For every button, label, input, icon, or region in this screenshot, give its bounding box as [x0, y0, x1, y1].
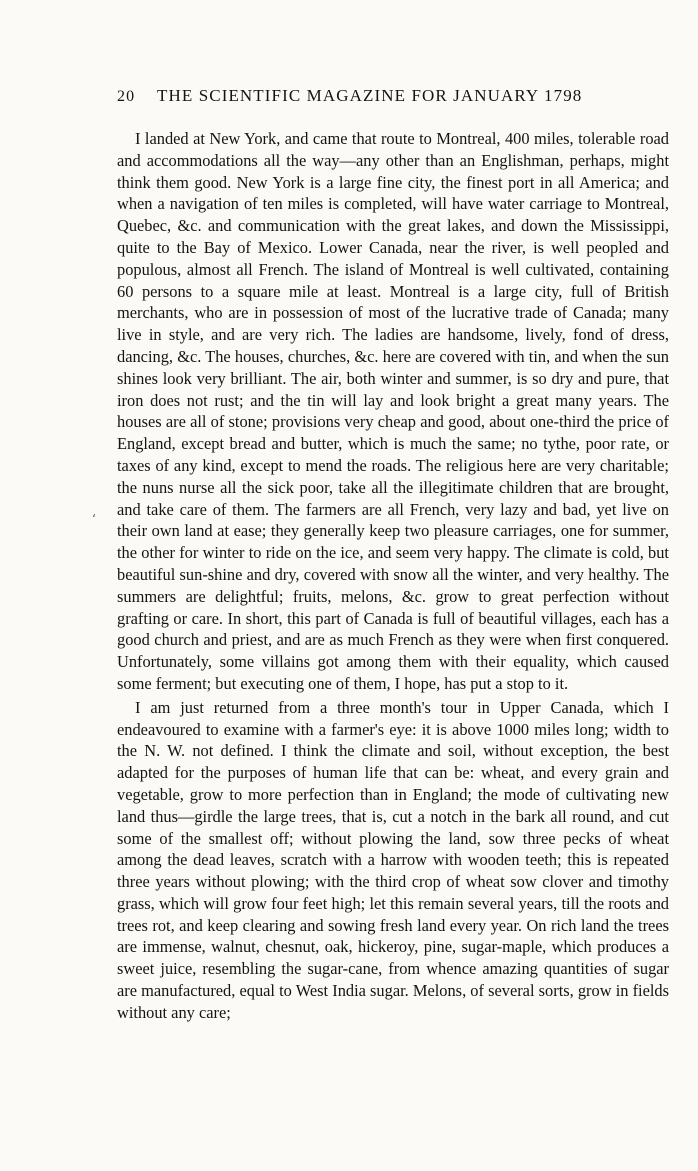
- paragraph-montreal: I landed at New York, and came that route to Montreal, 400 miles, tolerable road and accommodations all the way—any other than an Englishman, perhaps, might think them good. New York is a large fine city, the finest port in all America; and when a navigation of ten miles is completed, will have water carriage to Montreal, Quebec, &c. and communication with the great lakes, and down the Mississippi, quite to the Bay of Mexico. Lower Canada, near the river, is well peopled and populous, almost all French. The island of Montreal is well cultivated, containing 60 persons to a square mile at least. Montreal is a large city, full of British merchants, who are in possession of most of the lucrative trade of Canada; many live in style, and are very rich. The ladies are handsome, lively, fond of dress, dancing, &c. The houses, churches, &c. here are covered with tin, and when the sun shines look very brilliant. The air, both winter and summer, is so dry and pure, that iron does not rust; and the tin will lay and look bright a great many years. The houses are all of stone; provisions very cheap and good, about one-third the price of England, except bread and butter, which is much the same; no tythe, poor rate, or taxes of any kind, except to mend the roads. The religious here are very charitable; the nuns nurse all the sick poor, take all the illegitimate children that are brought, and take care of them. The farmers are all French, very lazy and bad, yet live on their own land at ease; they generally keep two pleasure carriages, one for summer, the other for winter to ride on the ice, and seem very happy. The climate is cold, but beautiful sun-shine and dry, covered with snow all the winter, and very healthy. The summers are delightful; fruits, melons, &c. grow to great perfection without grafting or care. In short, this part of Canada is full of beautiful villages, each has a good church and priest, and are as much French as they were when first conquered. Unfortunately, some villains got among them with their equality, which caused some ferment; but executing one of them, I hope, has put a stop to it.: [117, 129, 669, 693]
- margin-mark: ‘: [92, 512, 96, 526]
- running-head: [117, 86, 677, 112]
- paragraph-upper-canada: I am just returned from a three month's tour in Upper Canada, which I endeavoured to examine with a farmer's eye: it is above 1000 miles long; width to the N. W. not defined. I think the climate and soil, without exception, the best adapted for the purposes of human life that can be: wheat, and every grain and vegetable, grow to more perfection than in England; the mode of cultivating new land thus—girdle the large trees, that is, cut a notch in the bark all round, and cut some of the smallest off; without plowing the land, sow three pecks of wheat among the dead leaves, scratch with a harrow with wooden teeth; this is repeated three years without plowing; with the third crop of wheat sow clover and timothy grass, which will grow four feet high; let this remain several years, till the roots and trees rot, and keep clearing and sowing fresh land every year. On rich land the trees are immense, walnut, chesnut, oak, hickeroy, pine, sugar-maple, which produces a sweet juice, resembling the sugar-cane, from whence amazing quantities of sugar are manufactured, equal to West India sugar. Melons, of several sorts, grow in fields without any care;: [117, 697, 669, 1022]
- page-number: 20: [117, 88, 136, 105]
- magazine-title: THE SCIENTIFIC MAGAZINE FOR JANUARY 1798: [157, 86, 583, 105]
- article-body: [117, 128, 669, 1024]
